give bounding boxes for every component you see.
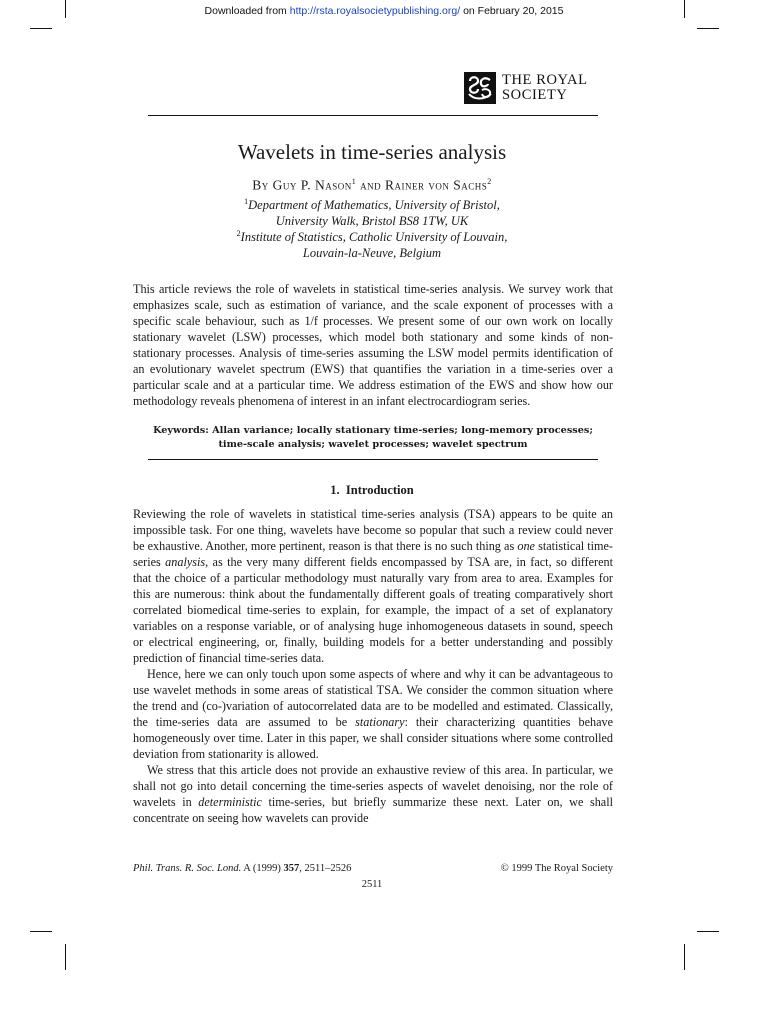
- paragraph-text: We stress that this article does not provide an exhaustive review of this area. In particular, we shall not go into detail concerning the time-series aspects of wavelet denoising, nor the role of wavelets in: [133, 763, 613, 809]
- crop-mark: [697, 931, 719, 932]
- download-prefix: Downloaded from: [204, 5, 290, 17]
- author-and: and: [360, 177, 382, 193]
- emphasis: analysis: [165, 555, 206, 569]
- paragraph-text: statistical time-series: [133, 539, 613, 569]
- royal-society-logo-icon: [464, 72, 496, 104]
- paragraph: [133, 666, 613, 762]
- journal-name: Phil. Trans. R. Soc. Lond.: [133, 863, 242, 874]
- emphasis: stationary: [355, 715, 405, 729]
- affiliation-1-line2: University Walk, Bristol BS8 1TW, UK: [275, 214, 469, 229]
- body-text: [133, 506, 613, 826]
- paragraph-text: Reviewing the role of wavelets in statistical time-series analysis (TSA) appears to be quite an impossible task. For one thing, wavelets have become so popular that such a review could never be exhaustive. Another, more pertinent, reason is that there is no such thing as: [133, 507, 613, 553]
- page-number: 2511: [361, 879, 383, 890]
- publisher-name-line1: THE ROYAL: [502, 72, 588, 88]
- crop-mark: [697, 28, 719, 29]
- paper-title: Wavelets in time-series analysis: [237, 140, 507, 164]
- paragraph-text: time-series, but briefly summarize these next. Later on, we shall concentrate on seeing how wavelets can provide: [133, 795, 613, 825]
- journal-citation: [133, 863, 351, 874]
- section-number: 1.: [330, 483, 340, 497]
- header-rule: [148, 115, 598, 116]
- section-heading: [0, 483, 744, 498]
- affiliation-2: [0, 229, 744, 261]
- publisher-logo: [464, 72, 588, 104]
- keywords-line2: time-scale analysis; wavelet processes; wavelet spectrum: [218, 439, 528, 450]
- paragraph: [133, 506, 613, 666]
- emphasis: deterministic: [198, 795, 262, 809]
- affiliation-2-line2: Louvain-la-Neuve, Belgium: [302, 246, 442, 261]
- author-2-sup: 2: [487, 177, 492, 186]
- publisher-name-line2: SOCIETY: [502, 87, 568, 103]
- download-suffix: on February 20, 2015: [460, 5, 564, 17]
- abstract: [133, 281, 613, 409]
- publisher-name: [502, 73, 588, 103]
- affiliation-2-sup: 2: [236, 229, 241, 238]
- abstract-rule: [148, 459, 598, 460]
- copyright: © 1999 The Royal Society: [500, 863, 613, 874]
- section-title: Introduction: [345, 483, 414, 497]
- author-line: [0, 177, 744, 194]
- download-note: [0, 5, 768, 17]
- paragraph-text: : their characterizing quantities behave homogeneously over time. Later in this paper, we shall consider situations where some controlled deviation from stationarity is allowed.: [133, 715, 613, 761]
- journal-volume: 357: [283, 863, 300, 874]
- paragraph-text: Hence, here we can only touch upon some aspects of where and why it can be advantageous to use wavelet methods in some areas of statistical TSA. We consider the common situation where the trend and (co-)variation of autocorrelated data are to be modelled and estimated. Classically, the time-series data are assumed to be: [133, 667, 613, 729]
- crop-mark: [684, 944, 685, 970]
- author-2: Rainer von Sachs: [385, 177, 488, 193]
- crop-mark: [65, 944, 66, 970]
- affiliation-1: [0, 197, 744, 229]
- author-1: Guy P. Nason: [272, 177, 352, 193]
- keywords: [133, 424, 613, 452]
- paragraph-text: , as the very many different fields encompassed by TSA are, in fact, so different that the choice of a particular methodology must naturally vary from area to area. Examples for this are numerous: think about the fundamentally different goals of treating comparatively short correlated biomedical time-series to explain, for example, the impact of a set of explanatory variables on a response variable, or of analysing huge inhomogeneous datasets in sound, speech or electrical engineering, or, finally, building models for a better understanding and possibly prediction of financial time-series data.: [133, 555, 613, 665]
- affiliation-1-line1: Department of Mathematics, University of Bristol,: [248, 198, 500, 213]
- download-link[interactable]: http://rsta.royalsocietypublishing.org/: [289, 5, 461, 17]
- affiliation-1-sup: 1: [244, 197, 249, 206]
- crop-mark: [30, 931, 52, 932]
- author-1-sup: 1: [351, 177, 357, 186]
- author-by: By: [252, 177, 269, 193]
- crop-mark: [30, 28, 52, 29]
- journal-pages: , 2511–2526: [299, 863, 352, 874]
- keywords-line1: Keywords: Allan variance; locally stationary time-series; long-memory processes;: [153, 425, 593, 436]
- emphasis: one: [517, 539, 535, 553]
- abstract-text: This article reviews the role of wavelets in statistical time-series analysis. We survey work that emphasizes scale, such as estimation of variance, and the scale exponent of processes with a specific scale behaviour, such as 1/f processes. We present some of our own work on locally stationary wavelet (LSW) processes, which model both stationary and some kinds of non-stationary processes. Analysis of time-series assuming the LSW model permits identification of an evolutionary wavelet spectrum (EWS) that quantifies the variation in a time-series over a particular scale and at a particular time. We address estimation of the EWS and show how our methodology reveals phenomena of interest in an infant electrocardiogram series.: [133, 282, 613, 408]
- paragraph: [133, 762, 613, 826]
- journal-series: A (1999): [241, 863, 284, 874]
- affiliation-2-line1: Institute of Statistics, Catholic University of Louvain,: [240, 230, 508, 245]
